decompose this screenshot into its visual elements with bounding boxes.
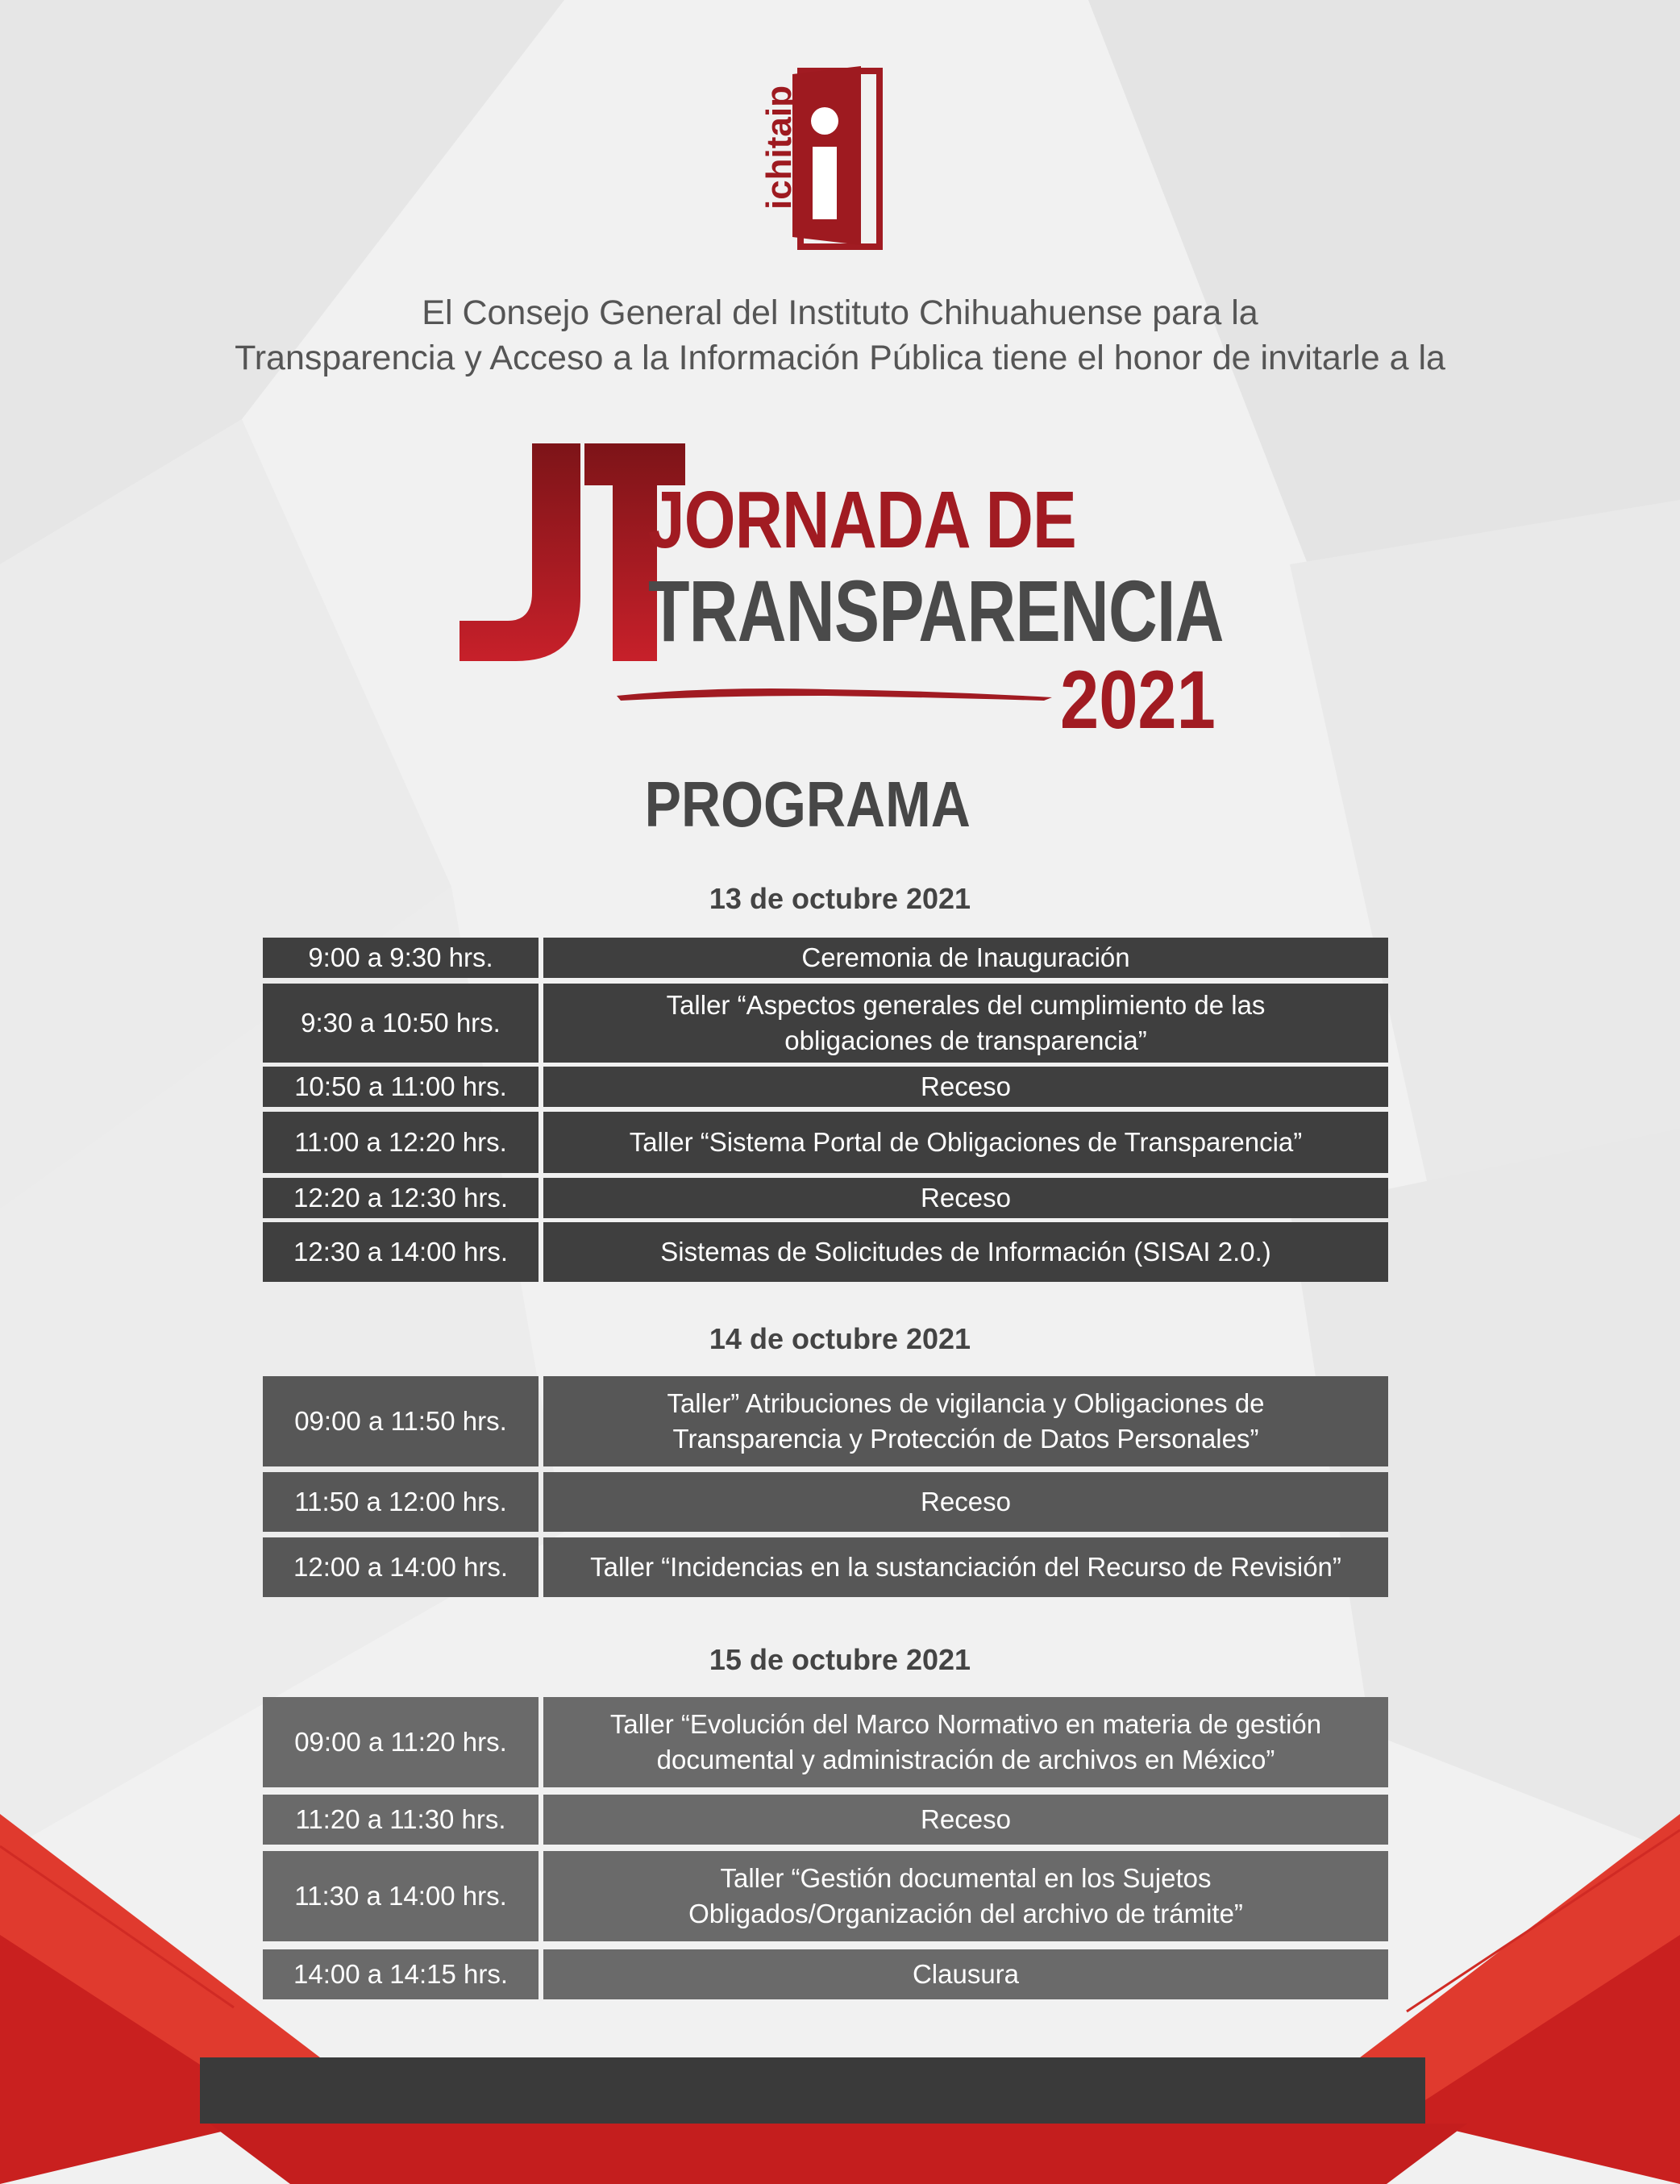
session-activity: Taller “Aspectos generales del cumplimiento de las obligaciones de transparencia” bbox=[543, 984, 1388, 1063]
session-activity: Receso bbox=[543, 1178, 1388, 1218]
session-time: 11:20 a 11:30 hrs. bbox=[263, 1795, 539, 1845]
table-row bbox=[263, 1795, 1388, 1845]
programa-heading bbox=[0, 768, 1680, 842]
intro-line-1: El Consejo General del Instituto Chihuahuense para la bbox=[422, 293, 1258, 332]
session-time: 10:50 a 11:00 hrs. bbox=[263, 1067, 539, 1107]
table-row bbox=[263, 938, 1388, 978]
session-time: 11:30 a 14:00 hrs. bbox=[263, 1851, 539, 1941]
session-time: 12:20 a 12:30 hrs. bbox=[263, 1178, 539, 1218]
session-activity: Taller “Gestión documental en los Sujetos Obligados/Organización del archivo de trámite” bbox=[543, 1851, 1388, 1941]
session-activity: Taller “Evolución del Marco Normativo en materia de gestión documental y administración de archivos en México” bbox=[543, 1697, 1388, 1787]
session-activity: Taller “Sistema Portal de Obligaciones de Transparencia” bbox=[543, 1112, 1388, 1173]
session-time: 09:00 a 11:20 hrs. bbox=[263, 1697, 539, 1787]
table-row bbox=[263, 1067, 1388, 1107]
session-time: 12:30 a 14:00 hrs. bbox=[263, 1222, 539, 1282]
session-time: 11:00 a 12:20 hrs. bbox=[263, 1112, 539, 1173]
session-time: 09:00 a 11:50 hrs. bbox=[263, 1376, 539, 1466]
door-info-icon bbox=[716, 66, 885, 252]
day-1-date: 13 de octubre 2021 bbox=[709, 882, 971, 915]
logo-text: ichitaip bbox=[759, 85, 799, 210]
table-row bbox=[263, 1178, 1388, 1218]
event-brand bbox=[451, 435, 1225, 746]
session-time: 12:00 a 14:00 hrs. bbox=[263, 1537, 539, 1597]
session-activity: Taller” Atribuciones de vigilancia y Obligaciones de Transparencia y Protección de Datos Personales” bbox=[543, 1376, 1388, 1466]
table-row bbox=[263, 1537, 1388, 1597]
session-activity: Taller “Incidencias en la sustanciación del Recurso de Revisión” bbox=[543, 1537, 1388, 1597]
table-row bbox=[263, 1472, 1388, 1532]
session-activity: Sistemas de Solicitudes de Información (SISAI 2.0.) bbox=[543, 1222, 1388, 1282]
intro-text bbox=[0, 290, 1680, 381]
table-row bbox=[263, 1222, 1388, 1282]
table-row bbox=[263, 1949, 1388, 1999]
session-time: 9:00 a 9:30 hrs. bbox=[263, 938, 539, 978]
session-time: 11:50 a 12:00 hrs. bbox=[263, 1472, 539, 1532]
event-title-line1: JORNADA DE bbox=[648, 475, 1076, 565]
table-row bbox=[263, 1851, 1388, 1941]
programa-heading-text: PROGRAMA bbox=[644, 768, 971, 840]
session-activity: Receso bbox=[543, 1472, 1388, 1532]
event-year: 2021 bbox=[1060, 654, 1216, 746]
table-row bbox=[263, 1697, 1388, 1787]
brush-stroke bbox=[617, 681, 1052, 705]
event-title-line2: TRANSPARENCIA bbox=[648, 562, 1224, 659]
session-activity: Receso bbox=[543, 1795, 1388, 1845]
session-activity: Ceremonia de Inauguración bbox=[543, 938, 1388, 978]
session-activity: Receso bbox=[543, 1067, 1388, 1107]
table-row bbox=[263, 1112, 1388, 1173]
intro-line-2: Transparencia y Acceso a la Información Pública tiene el honor de invitarle a la bbox=[235, 339, 1445, 377]
day-3-date: 15 de octubre 2021 bbox=[709, 1643, 971, 1676]
session-time: 14:00 a 14:15 hrs. bbox=[263, 1949, 539, 1999]
table-row bbox=[263, 984, 1388, 1063]
table-row bbox=[263, 1376, 1388, 1466]
day-2-date: 14 de octubre 2021 bbox=[709, 1322, 971, 1355]
session-time: 9:30 a 10:50 hrs. bbox=[263, 984, 539, 1063]
session-activity: Clausura bbox=[543, 1949, 1388, 1999]
footer-bar bbox=[200, 2057, 1425, 2124]
